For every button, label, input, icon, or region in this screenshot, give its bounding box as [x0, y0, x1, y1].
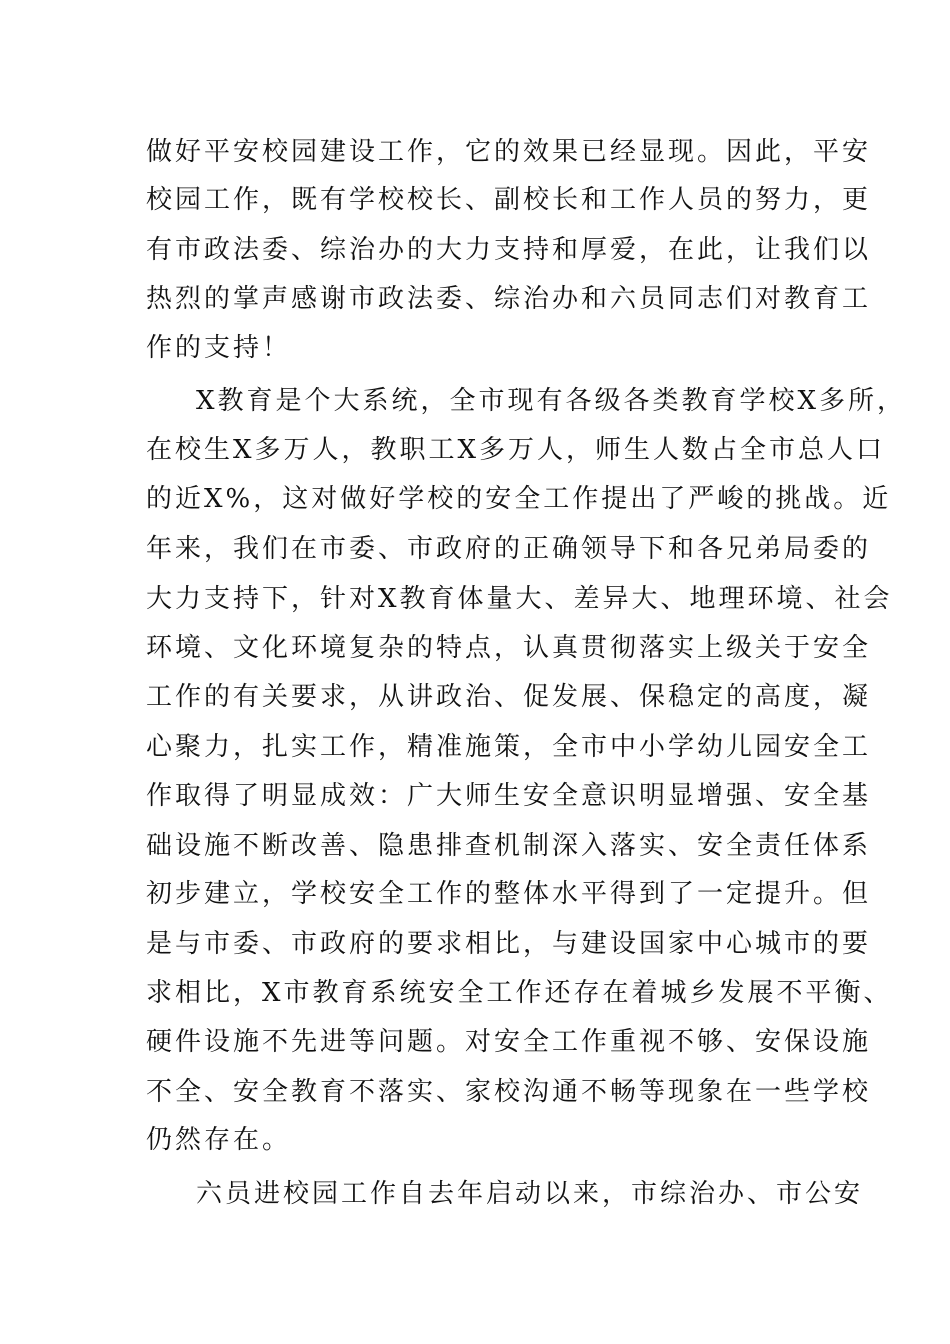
text-line: 六员进校园工作自去年启动以来，市综治办、市公安 [196, 1179, 864, 1209]
text-line: 环境、文化环境复杂的特点，认真贯彻落实上级关于安全 [146, 633, 872, 663]
text-line: 是与市委、市政府的要求相比，与建设国家中心城市的要 [146, 929, 872, 959]
text-line: 作取得了明显成效：广大师生安全意识明显增强、安全基 [146, 781, 872, 811]
text-line: 作的支持！ [146, 333, 292, 363]
text-line: 心聚力，扎实工作，精准施策，全市中小学幼儿园安全工 [146, 732, 872, 762]
text-line: 不全、安全教育不落实、家校沟通不畅等现象在一些学校 [146, 1077, 872, 1107]
text-line: 仍然存在。 [146, 1125, 292, 1155]
text-line: 础设施不断改善、隐患排查机制深入落实、安全责任体系 [146, 831, 872, 861]
text-line: 校园工作，既有学校校长、副校长和工作人员的努力，更 [146, 185, 872, 215]
text-line: 大力支持下，针对X教育体量大、差异大、地理环境、社会 [146, 584, 893, 614]
text-line: 做好平安校园建设工作，它的效果已经显现。因此，平安 [146, 137, 872, 167]
text-line: 在校生X多万人，教职工X多万人，师生人数占全市总人口 [146, 435, 886, 465]
text-line: 有市政法委、综治办的大力支持和厚爱，在此，让我们以 [146, 235, 872, 265]
text-line: X教育是个大系统，全市现有各级各类教育学校X多所， [196, 386, 907, 416]
text-line: 年来，我们在市委、市政府的正确领导下和各兄弟局委的 [146, 534, 872, 564]
text-line: 硬件设施不先进等问题。对安全工作重视不够、安保设施 [146, 1027, 872, 1057]
text-line: 的近X%，这对做好学校的安全工作提出了严峻的挑战。近 [146, 484, 892, 514]
text-line: 工作的有关要求，从讲政治、促发展、保稳定的高度，凝 [146, 682, 872, 712]
text-line: 求相比，X市教育系统安全工作还存在着城乡发展不平衡、 [146, 978, 893, 1008]
text-line: 初步建立，学校安全工作的整体水平得到了一定提升。但 [146, 879, 872, 909]
text-line: 热烈的掌声感谢市政法委、综治办和六员同志们对教育工 [146, 284, 872, 314]
